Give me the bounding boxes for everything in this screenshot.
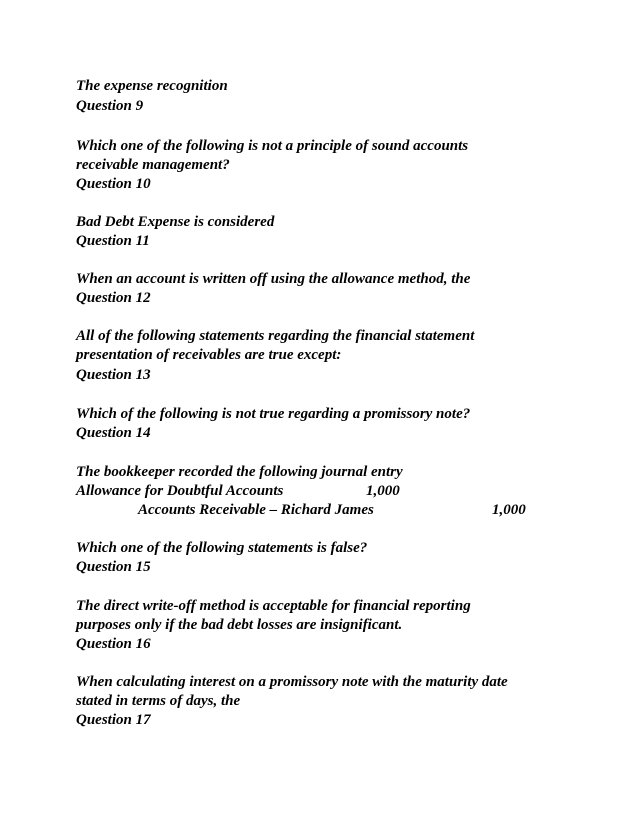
question-text: All of the following statements regarding the financial statement [76, 328, 475, 344]
question-text: presentation of receivables are true except: [76, 347, 342, 363]
question-text: The expense recognition [76, 78, 228, 94]
question-text: stated in terms of days, the [76, 693, 241, 709]
question-label: Question 14 [76, 425, 151, 441]
question-text: The direct write-off method is acceptable for financial reporting [76, 598, 471, 614]
question-label: Question 13 [76, 367, 151, 383]
question-text: Which of the following is not true regarding a promissory note? [76, 406, 471, 422]
question-label: Question 10 [76, 176, 151, 192]
journal-debit-account: Allowance for Doubtful Accounts [76, 483, 284, 499]
question-label: Question 9 [76, 98, 144, 114]
question-text: The bookkeeper recorded the following journal entry [76, 464, 403, 480]
question-text: Which one of the following statements is false? [76, 540, 368, 556]
question-text: Which one of the following is not a principle of sound accounts [76, 138, 469, 154]
question-label: Question 12 [76, 290, 151, 306]
question-text: When calculating interest on a promissory note with the maturity date [76, 674, 508, 690]
question-text: receivable management? [76, 157, 230, 173]
question-label: Question 15 [76, 559, 151, 575]
journal-credit-amount: 1,000 [492, 502, 526, 518]
question-label: Question 11 [76, 233, 150, 249]
question-label: Question 16 [76, 636, 151, 652]
question-text: When an account is written off using the allowance method, the [76, 271, 471, 287]
question-text: purposes only if the bad debt losses are insignificant. [76, 617, 403, 633]
journal-debit-amount: 1,000 [366, 483, 400, 499]
question-label: Question 17 [76, 712, 151, 728]
journal-credit-account: Accounts Receivable – Richard James [138, 502, 374, 518]
question-text: Bad Debt Expense is considered [76, 214, 275, 230]
